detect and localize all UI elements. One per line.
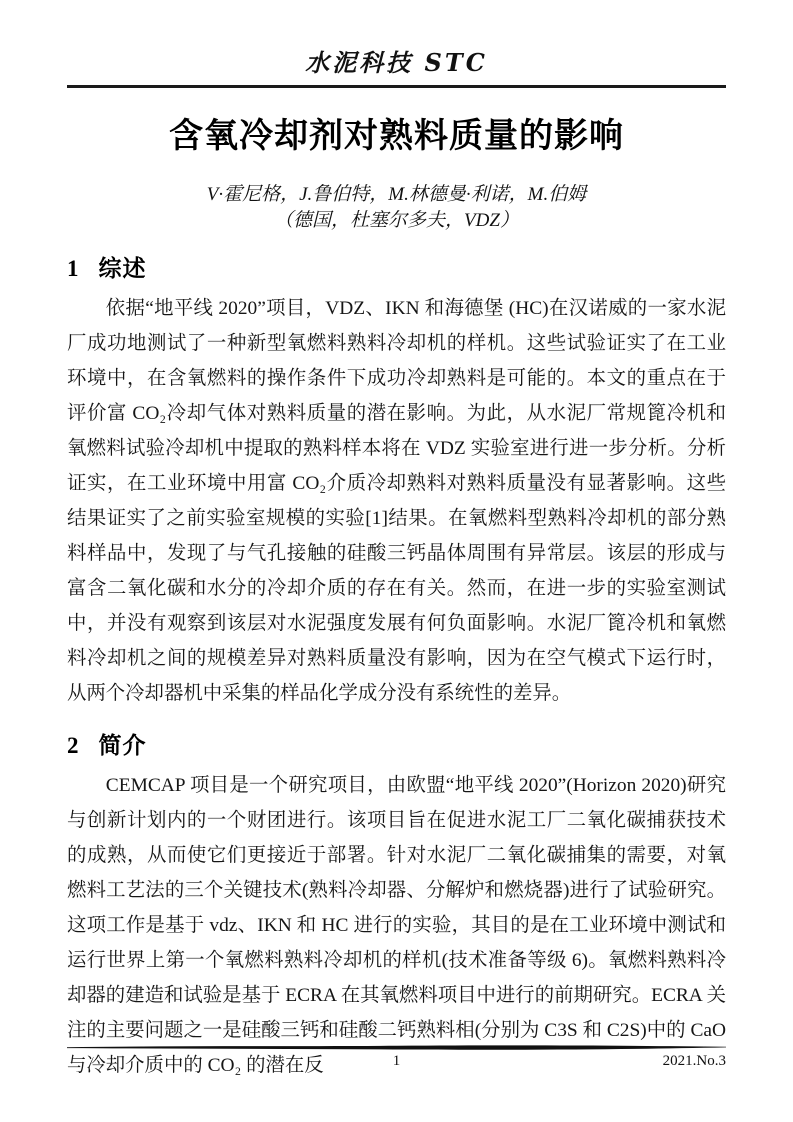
article-body (67, 114, 726, 1083)
footer-rule (67, 1043, 726, 1052)
section-overview (67, 252, 726, 711)
section-2-number: 2 (67, 732, 79, 758)
affiliation-line: （德国，杜塞尔多夫，VDZ） (274, 209, 519, 231)
article-title: 含氧冷却剂对熟料质量的影响 (169, 116, 624, 155)
issue-label: 2021.No.3 (662, 1053, 726, 1069)
journal-header (67, 46, 726, 88)
section-1-paragraph: 依据“地平线 2020”项目，VDZ、IKN 和海德堡 (HC)在汉诺威的一家水泥厂成功地测试了一种新型氧燃料熟料冷却机的样机。这些试验证实了在工业环境中，在含氧燃料的操作条件下成功冷却熟料是可能的。本文的重点在于评价富 CO₂冷却气体对熟料质量的潜在影响。为此，从水泥厂常规篦冷机和氧燃料试验冷却机中提取的熟料样本将在 VDZ 实验室进行进一步分析。分析证实，在工业环境中用富 CO₂介质冷却熟料对熟料质量没有显著影响。这些结果证实了之前实验室规模的实验[1]结果。在氧燃料型熟料冷却机的部分熟料样品中，发现了与气孔接触的硅酸三钙晶体周围有异常层。该层的形成与富含二氧化碳和水分的冷却介质的存在有关。然而，在进一步的实验室测试中，并没有观察到该层对水泥强度发展有何负面影响。水泥厂篦冷机和氧燃料冷却机之间的规模差异对熟料质量没有影响，因为在空气模式下运行时，从两个冷却器机中采集的样品化学成分没有系统性的差异。 (67, 297, 726, 704)
page-number: 1 (392, 1053, 401, 1069)
journal-title: 水泥科技 STC (305, 48, 488, 77)
section-1-number: 1 (67, 255, 79, 281)
section-introduction (67, 729, 726, 1083)
section-2-paragraph: CEMCAP 项目是一个研究项目，由欧盟“地平线 2020”(Horizon 2020)研究与创新计划内的一个财团进行。该项目旨在促进水泥工厂二氧化碳捕获技术的成熟，从而使它们更接近于部署。针对水泥厂二氧化碳捕集的需要，对氧燃料工艺法的三个关键技术(熟料冷却器、分解炉和燃烧器)进行了试验研究。这项工作是基于 vdz、IKN 和 HC 进行的实验，其目的是在工业环境中测试和运行世界上第一个氧燃料熟料冷却机的样机(技术准备等级 6)。氧燃料熟料冷却器的建造和试验是基于 ECRA 在其氧燃料项目中进行的前期研究。ECRA 关注的主要问题之一是硅酸三钙和硅酸二钙熟料相(分别为 C3S 和 C2S)中的 CaO 与冷却介质中的 CO₂ 的潜在反 (67, 774, 726, 1076)
section-2-title: 简介 (98, 731, 147, 758)
section-2-heading (67, 729, 726, 762)
page-footer (67, 1043, 726, 1074)
author-line: V·霍尼格，J.鲁伯特，M.林德曼·利诺，M.伯姆 (206, 183, 587, 205)
footer-row (67, 1052, 726, 1074)
section-1-heading (67, 252, 726, 285)
section-1-title: 综述 (98, 254, 147, 281)
header-rule (67, 85, 726, 88)
